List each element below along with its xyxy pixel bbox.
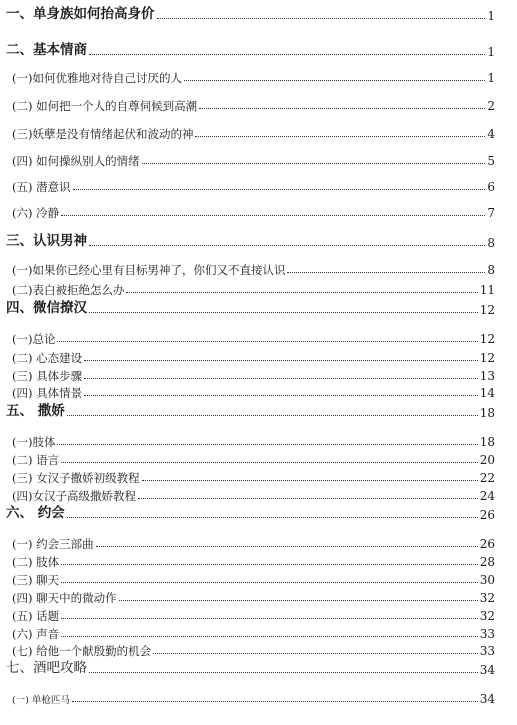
toc-entry-label: 六、 约会 <box>6 505 65 521</box>
toc-entry-label: (二) 语言 <box>12 452 60 467</box>
toc-entry-section[interactable] <box>0 284 517 296</box>
toc-entry-page: 20 <box>479 453 495 467</box>
toc-entry-label: 一、单身族如何抬高身价 <box>6 6 155 22</box>
dot-leader <box>73 188 486 190</box>
toc-entry-page: 14 <box>479 386 495 400</box>
toc-entry-label: 二、基本情商 <box>6 42 87 58</box>
toc-entry-page: 12 <box>479 351 495 365</box>
toc-entry-chapter-4[interactable] <box>0 302 517 316</box>
toc-entry-label: (四) 聊天中的微动作 <box>12 590 117 605</box>
dot-leader <box>84 394 478 396</box>
dot-leader <box>61 461 478 463</box>
toc-entry-section[interactable] <box>0 436 517 448</box>
toc-entry-label: (一)肢体 <box>12 434 56 449</box>
toc-entry-label: (六) 冷静 <box>12 205 60 220</box>
dot-leader <box>72 700 478 702</box>
toc-entry-page: 30 <box>479 573 495 587</box>
toc-entry-page: 7 <box>487 206 495 220</box>
toc-entry-chapter-5[interactable] <box>0 405 517 419</box>
toc-entry-label: (一)总论 <box>12 331 56 346</box>
toc-entry-section[interactable] <box>0 592 517 604</box>
toc-entry-label: (七) 给他一个献殷勤的机会 <box>12 643 152 658</box>
dot-leader <box>184 79 485 81</box>
dot-leader <box>126 291 477 293</box>
toc-entry-label: (四) 如何操纵别人的情绪 <box>12 153 140 168</box>
dot-leader <box>153 652 478 654</box>
toc-entry-label: (三) 具体步骤 <box>12 368 83 383</box>
dot-leader <box>89 53 485 55</box>
toc-entry-label: (六) 声音 <box>12 626 60 641</box>
toc-entry-label: (一)如何优雅地对待自己讨厌的人 <box>12 70 182 85</box>
toc-entry-page: 2 <box>487 99 495 113</box>
toc-entry-page: 1 <box>487 8 495 23</box>
toc-entry-page: 8 <box>487 235 495 250</box>
dot-leader <box>61 581 478 583</box>
toc-entry-page: 33 <box>479 627 495 641</box>
dot-leader <box>61 214 485 216</box>
dot-leader <box>89 311 478 313</box>
toc-entry-page: 12 <box>479 302 495 317</box>
toc-entry-section[interactable] <box>0 155 517 167</box>
toc-entry-section[interactable] <box>0 333 517 345</box>
toc-entry-page: 24 <box>479 489 495 503</box>
toc-entry-page: 33 <box>479 644 495 658</box>
toc-entry-page: 22 <box>479 471 495 485</box>
dot-leader <box>199 107 485 109</box>
toc-entry-page: 18 <box>479 435 495 449</box>
toc-entry-label: 三、认识男神 <box>6 233 87 249</box>
toc-entry-label: 五、 撒娇 <box>6 403 65 419</box>
dot-leader <box>96 545 478 547</box>
toc-entry-page: 34 <box>479 692 495 706</box>
toc-entry-section[interactable] <box>0 72 517 84</box>
toc-entry-page: 13 <box>479 369 495 383</box>
toc-entry-section[interactable] <box>0 207 517 219</box>
toc-entry-chapter-2[interactable] <box>0 44 517 58</box>
toc-entry-section[interactable] <box>0 370 517 382</box>
toc-entry-label: (一)如果你已经心里有目标男神了，你们又不直接认识 <box>12 262 286 277</box>
toc-entry-chapter-3[interactable] <box>0 235 517 249</box>
toc-entry-page: 1 <box>487 71 495 85</box>
dot-leader <box>57 340 477 342</box>
toc-entry-page: 4 <box>487 127 495 141</box>
toc-entry-page: 26 <box>479 537 495 551</box>
toc-entry-section[interactable] <box>0 264 517 276</box>
toc-entry-section[interactable] <box>0 628 517 640</box>
toc-entry-section[interactable] <box>0 490 517 502</box>
dot-leader <box>89 244 485 246</box>
toc-entry-chapter-7[interactable] <box>0 662 517 676</box>
toc-entry-section[interactable] <box>0 538 517 550</box>
toc-entry-page: 28 <box>479 555 495 569</box>
dot-leader <box>287 271 485 273</box>
dot-leader <box>157 17 486 19</box>
toc-entry-label: (三) 女汉子撒娇初级教程 <box>12 470 140 485</box>
toc-entry-section[interactable] <box>0 387 517 399</box>
toc-entry-label: (二) 肢体 <box>12 554 60 569</box>
toc-entry-label: (二)表白被拒绝怎么办 <box>12 282 125 297</box>
dot-leader <box>195 135 485 137</box>
toc-entry-label: (三)妖孽是没有情绪起伏和波动的神 <box>12 126 194 141</box>
toc-entry-label: (四) 具体情景 <box>12 385 83 400</box>
dot-leader <box>67 414 478 416</box>
toc-entry-chapter-6[interactable] <box>0 507 517 521</box>
toc-entry-page: 26 <box>479 507 495 522</box>
toc-entry-page: 12 <box>479 332 495 346</box>
toc-entry-label: (一) 约会三部曲 <box>12 536 94 551</box>
toc-entry-section[interactable] <box>0 610 517 622</box>
toc-entry-chapter-1[interactable] <box>0 8 517 22</box>
toc-entry-page: 11 <box>479 283 495 297</box>
dot-leader <box>84 359 478 361</box>
dot-leader <box>61 617 478 619</box>
dot-leader <box>142 479 478 481</box>
toc-entry-section[interactable] <box>0 181 517 193</box>
toc-entry-label: (五) 潜意识 <box>12 179 71 194</box>
toc-entry-section[interactable] <box>0 556 517 568</box>
toc-entry-section[interactable] <box>0 352 517 364</box>
toc-entry-section[interactable] <box>0 128 517 140</box>
dot-leader <box>61 635 478 637</box>
toc-entry-section[interactable] <box>0 472 517 484</box>
toc-entry-section[interactable] <box>0 100 517 112</box>
toc-entry-label: 四、微信撩汉 <box>6 300 87 316</box>
toc-entry-page: 32 <box>479 609 495 623</box>
toc-entry-page: 34 <box>479 662 495 677</box>
toc-entry-label: (二) 心态建设 <box>12 350 83 365</box>
toc-entry-label: (四)女汉子高级撒娇教程 <box>12 488 136 503</box>
dot-leader <box>61 563 478 565</box>
toc-entry-section[interactable] <box>0 693 517 705</box>
toc-entry-label: (三) 聊天 <box>12 572 60 587</box>
toc-entry-page: 1 <box>487 44 495 59</box>
toc-entry-label: (五) 话题 <box>12 608 60 623</box>
toc-entry-page: 6 <box>487 180 495 194</box>
toc-entry-section[interactable] <box>0 454 517 466</box>
toc-entry-page: 32 <box>479 591 495 605</box>
dot-leader <box>57 443 477 445</box>
toc-entry-page: 18 <box>479 405 495 420</box>
toc-entry-label: (一) 单枪匹马 <box>12 694 70 706</box>
dot-leader <box>67 516 478 518</box>
toc-entry-page: 8 <box>487 263 495 277</box>
dot-leader <box>89 671 478 673</box>
dot-leader <box>84 377 478 379</box>
toc-entry-section[interactable] <box>0 645 517 657</box>
dot-leader <box>119 599 478 601</box>
dot-leader <box>142 162 486 164</box>
toc-entry-section[interactable] <box>0 574 517 586</box>
toc-entry-page: 5 <box>487 154 495 168</box>
dot-leader <box>138 497 478 499</box>
toc-entry-label: (二) 如何把一个人的自尊伺候到高潮 <box>12 98 198 113</box>
toc-entry-label: 七、酒吧攻略 <box>6 660 87 676</box>
